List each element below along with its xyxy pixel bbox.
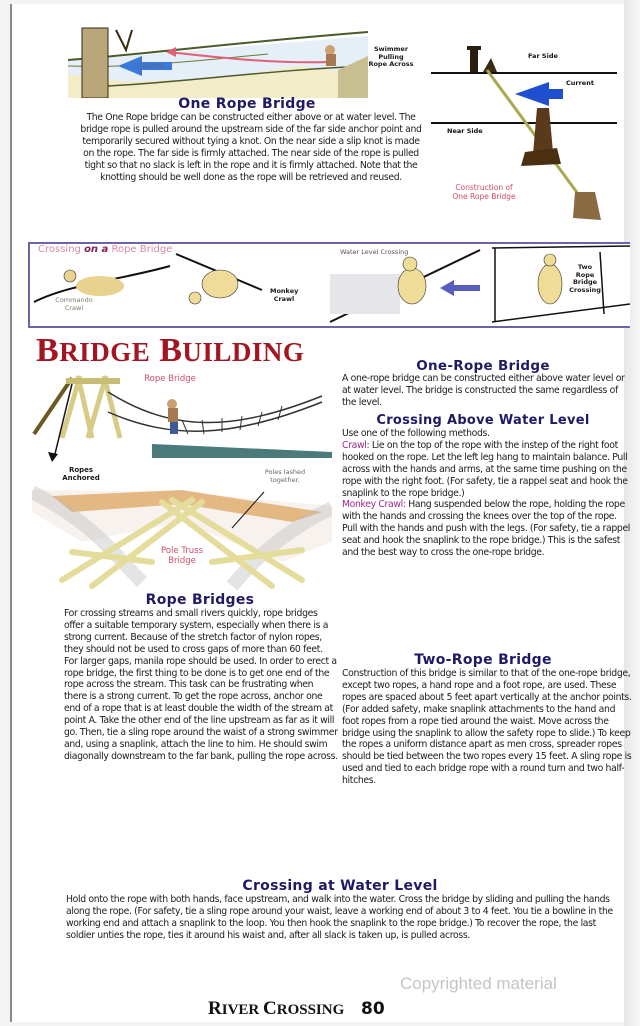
rope-bridges-paragraph: For crossing streams and small rivers quickly, rope bridges offer a suitable temporary system, especially when there is a strong current. Because of the stretch factor of nylon ropes, they should not be used to cross gaps of more than 60 feet. For larger gaps, manila rope should be used. In order to erect a rope bridge, the first thing to be done is to get one end of the rope across the stream. This task can be frustrating when there is a strong current. To get the rope across, anchor one end of a rope that is at least double the width of the stream at point A. Take the other end of the line upstream as far as it will go. Then, tie a sling rope around the waist of a strong swimmer and, using a snaplink, attach the line to him. He should swim diagonally downstream to the far bank, pulling the rope across. (64, 608, 338, 762)
crossing-above-heading: Crossing Above Water Level (376, 413, 590, 428)
one-rope-bridge-section-paragraph: A one-rope bridge can be constructed either above water level or at water level. The bridge is constructed the same regardless of the level. (342, 373, 625, 408)
near-side-label: Near Side (447, 127, 483, 135)
crawl-method: Crawl: Lie on the top of the rope with the instep of the right foot hooked on the rope. Let the left leg hang to maintain balance. Pull across with the hands and arms, at the same time pushing on the rope with the right foot. (For safety, tie a rappel seat and hook the snaplink to the rope bridge.) (342, 439, 628, 499)
rope-bridges-heading: Rope Bridges (145, 592, 255, 608)
far-side-label: Far Side (528, 52, 558, 60)
construction-caption: Construction of One Rope Bridge (452, 183, 516, 201)
crossing-water-level-heading: Crossing at Water Level (242, 878, 438, 894)
pole-truss-bridge-label: Pole Truss Bridge (161, 546, 203, 566)
water-level-crossing-label: Water Level Crossing (340, 248, 409, 256)
monkey-crawl-label: Monkey Crawl (270, 287, 299, 303)
page-title: BRIDGE BUILDING (36, 332, 305, 369)
one-rope-construction-diagram (425, 42, 625, 230)
current-label: Current (138, 62, 165, 70)
two-rope-crossing-label: Two Rope Bridge Crossing (569, 263, 601, 294)
ropes-anchored-label: Ropes Anchored (62, 466, 100, 482)
one-rope-bridge-paragraph: The One Rope bridge can be constructed either above or at water level. The bridge rope is pulled around the upstream side of the far side anchor point and temporarily secured without tying a knot. On the near side a slip knot is made on the rope. The far side is firmly attached. The near side of the rope is pulled tight so that no slack is left in the rope and it is firmly attached. Note that the knotting should be well done as the rope will be retrieved and reused. (80, 112, 422, 183)
poles-lashed-label: Poles lashed together. (264, 468, 306, 484)
two-rope-bridge-paragraph: Construction of this bridge is similar to that of the one-rope bridge, except two ropes, a hand rope and a foot rope, are used. These ropes are spaced about 5 feet apart vertically at the anchor points. (For added safety, make snaplink attachments to the hand and foot ropes from a rope tied around the waist. Move across the bridge using the snaplink to allow the safety rope to slide.) To keep the ropes a uniform distance apart as men cross, spreader ropes should be tied between the two ropes every 15 feet. A sling rope is used and tied to each bridge rope with a round turn and two half-hitches. (342, 668, 632, 787)
rope-bridge-label: Rope Bridge (144, 374, 196, 384)
one-rope-bridge-section-heading: One-Rope Bridge (416, 358, 550, 374)
commando-crawl-label: Commando Crawl (55, 296, 93, 312)
crossing-strip-title: Crossing on a Rope Bridge (38, 244, 173, 255)
copyright-watermark: Copyrighted material (400, 974, 557, 993)
page-number: 80 (361, 999, 385, 1019)
crossing-above-body: Use one of the following methods. Crawl: Lie on the top of the rope with the instep of the right foot hooked on the rope. Let the left leg hang to maintain balance. Pull across with the hands and arms, at the same time pushing on the rope with the right foot. (For safety, tie a rappel seat and hook the snaplink to the rope bridge.) Monkey Crawl: Hang suspended below the rope, holding the rope with the hands and crossing the knees over the top of the rope. Pull with the hands and push with the legs. (For safety, tie a rappel seat and hook the snaplink to the rope bridge.) This is the safest and the best way to cross the one-rope bridge. (342, 428, 631, 559)
page-footer: RIVER CROSSING 80 (208, 998, 385, 1019)
current-right-label: Current (566, 79, 594, 87)
one-rope-bridge-heading: One Rope Bridge (178, 96, 316, 112)
swimmer-label: Swimmer Pulling Rope Across (368, 45, 414, 68)
swimmer-river-illustration (68, 26, 368, 98)
crossing-water-level-paragraph: Hold onto the rope with both hands, face upstream, and walk into the water. Cross the bridge by sliding and pulling the hands along the rope. (For safety, tie a sling rope around your waist, leave a working end of about 3 to 4 feet. You tie a bowline in the working end and attach a snaplink to the loop. You then hook the snaplink to the rope bridge.) To recover the rope, the last soldier unties the rope, ties it around his waist and, after all slack is taken up, is pulled across. (66, 894, 613, 941)
monkey-crawl-method: Monkey Crawl: Hang suspended below the rope, holding the rope with the hands and crossing the knees over the top of the rope. Pull with the hands and push with the legs. (For safety, tie a rappel seat and hook the snaplink to the rope bridge.) This is the safest and the best way to cross the one-rope bridge. (342, 499, 631, 559)
two-rope-bridge-heading: Two-Rope Bridge (414, 652, 552, 668)
